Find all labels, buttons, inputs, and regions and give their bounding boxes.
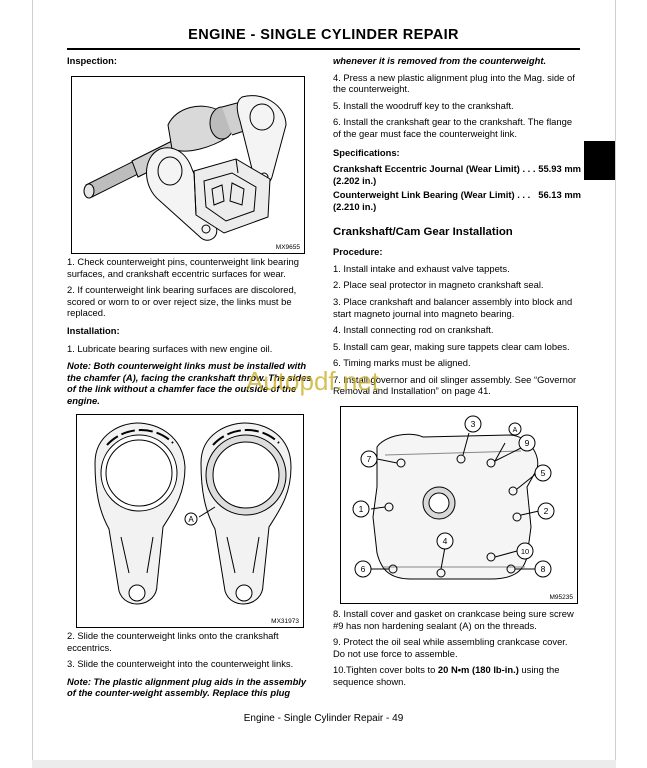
right-column — [333, 55, 581, 397]
callout-10: 10 — [520, 547, 530, 556]
crankshaft-illustration — [72, 77, 304, 253]
step-9: 9. Protect the oil seal while assembling crankcase cover. Do not use force to assemble. — [333, 636, 568, 659]
figure-code: MX9655 — [275, 244, 300, 251]
step-4: 4. Press a new plastic alignment plug into the Mag. side of the counterweight. — [333, 71, 575, 95]
right-column-bottom — [333, 608, 581, 688]
procedure-step-7: 7. Install governor and oil slinger assembly. See “Governor Removal and Installation” on page 41. — [333, 373, 577, 397]
header-rule — [67, 48, 580, 50]
procedure-step-2: 2. Place seal protector in magneto crankshaft seal. — [333, 279, 544, 291]
installation-step-1: 1. Lubricate bearing surfaces with new engine oil. — [67, 342, 273, 354]
procedure-step-6: 6. Timing marks must be aligned. — [333, 357, 471, 369]
figure-crankcase-cover-sequence — [340, 406, 578, 604]
spec-label: Counterweight Link Bearing (Wear Limit) . . . — [333, 189, 531, 201]
installation-heading: Installation: — [67, 324, 120, 336]
figure-crankshaft-counterweight — [71, 76, 305, 254]
figure-code: M95235 — [549, 594, 573, 601]
installation-step-2: 2. Slide the counterweight links onto the crankshaft eccentrics. — [67, 630, 279, 653]
spec-row-journal — [333, 163, 581, 175]
step-10 — [333, 664, 581, 687]
section-title: Crankshaft/Cam Gear Installation — [333, 225, 513, 238]
spec-value: 55.93 mm — [538, 163, 581, 175]
section-tab — [584, 141, 615, 180]
spec-value: 56.13 mm — [538, 189, 581, 201]
watermark: Autopdf.net — [246, 366, 379, 396]
callout-3: 3 — [470, 419, 476, 429]
callout-6: 6 — [360, 564, 366, 574]
callout-4: 4 — [442, 536, 448, 546]
note-alignment-plug-cont: whenever it is removed from the counterweight. — [333, 55, 547, 66]
page-footer: Engine - Single Cylinder Repair - 49 — [243, 713, 404, 724]
callout-a-left: A — [188, 515, 194, 524]
inspection-step-1: 1. Check counterweight pins, counterweight link bearing surfaces, and crankshaft eccentric surfaces for wear. — [67, 256, 299, 279]
callout-9: 9 — [524, 438, 530, 448]
page-title: ENGINE - SINGLE CYLINDER REPAIR — [188, 27, 459, 43]
note-alignment-plug: Note: The plastic alignment plug aids in the assembly of the counter-weight assembly. Replace this plug — [67, 675, 307, 699]
crankcase-cover-illustration — [341, 407, 577, 603]
step-6: 6. Install the crankshaft gear to the crankshaft. The flange of the gear must face the counterweight link. — [333, 116, 573, 139]
inspection-step-2: 2. If counterweight link bearing surfaces are discolored, scored or worn to or over reject size, the links must be replaced. — [67, 284, 297, 319]
page-shadow — [32, 760, 616, 768]
step-10-prefix: 10.Tighten cover bolts to — [333, 664, 438, 676]
spec-label: Crankshaft Eccentric Journal (Wear Limit) . . . — [333, 163, 536, 175]
spec-sub: (2.210 in.) — [333, 200, 377, 212]
callout-1: 1 — [358, 504, 364, 514]
torque-value: 20 N•m (180 lb-in.) — [437, 664, 519, 676]
spec-sub: (2.202 in.) — [333, 174, 377, 186]
step-10-suffix: using the sequence shown. — [333, 664, 560, 687]
inspection-heading: Inspection: — [67, 55, 118, 66]
note-chamfer: Note: Both counterweight links must be installed with the chamfer (A), facing the crankshaft throw. The sides of the link without a chamfer face the outside of the engine. — [67, 360, 312, 406]
left-column — [67, 55, 317, 67]
left-column-bottom — [67, 630, 317, 699]
procedure-step-3: 3. Place crankshaft and balancer assembly into block and start magneto journal into magneto bearing. — [333, 295, 573, 319]
procedure-step-1: 1. Install intake and exhaust valve tappets. — [333, 262, 510, 274]
step-5: 5. Install the woodruff key to the crankshaft. — [333, 99, 514, 111]
callout-5: 5 — [540, 468, 546, 478]
callout-2: 2 — [543, 506, 549, 516]
specifications-heading: Specifications: — [333, 146, 400, 158]
spec-row-link — [333, 189, 581, 201]
procedure-heading: Procedure: — [333, 246, 383, 258]
installation-step-3: 3. Slide the counterweight into the counterweight links. — [67, 658, 294, 670]
callout-8: 8 — [540, 564, 546, 574]
procedure-step-4: 4. Install connecting rod on crankshaft. — [333, 324, 494, 336]
callout-7: 7 — [366, 454, 372, 464]
figure-counterweight-links — [76, 414, 304, 628]
counterweight-links-illustration — [77, 415, 303, 627]
figure-code: MX31973 — [271, 618, 299, 625]
callout-a: A — [512, 427, 518, 434]
step-8: 8. Install cover and gasket on crankcase being sure screw #9 has non hardening sealant (A) on the threads. — [333, 608, 574, 631]
procedure-step-5: 5. Install cam gear, making sure tappets clear cam lobes. — [333, 340, 570, 352]
